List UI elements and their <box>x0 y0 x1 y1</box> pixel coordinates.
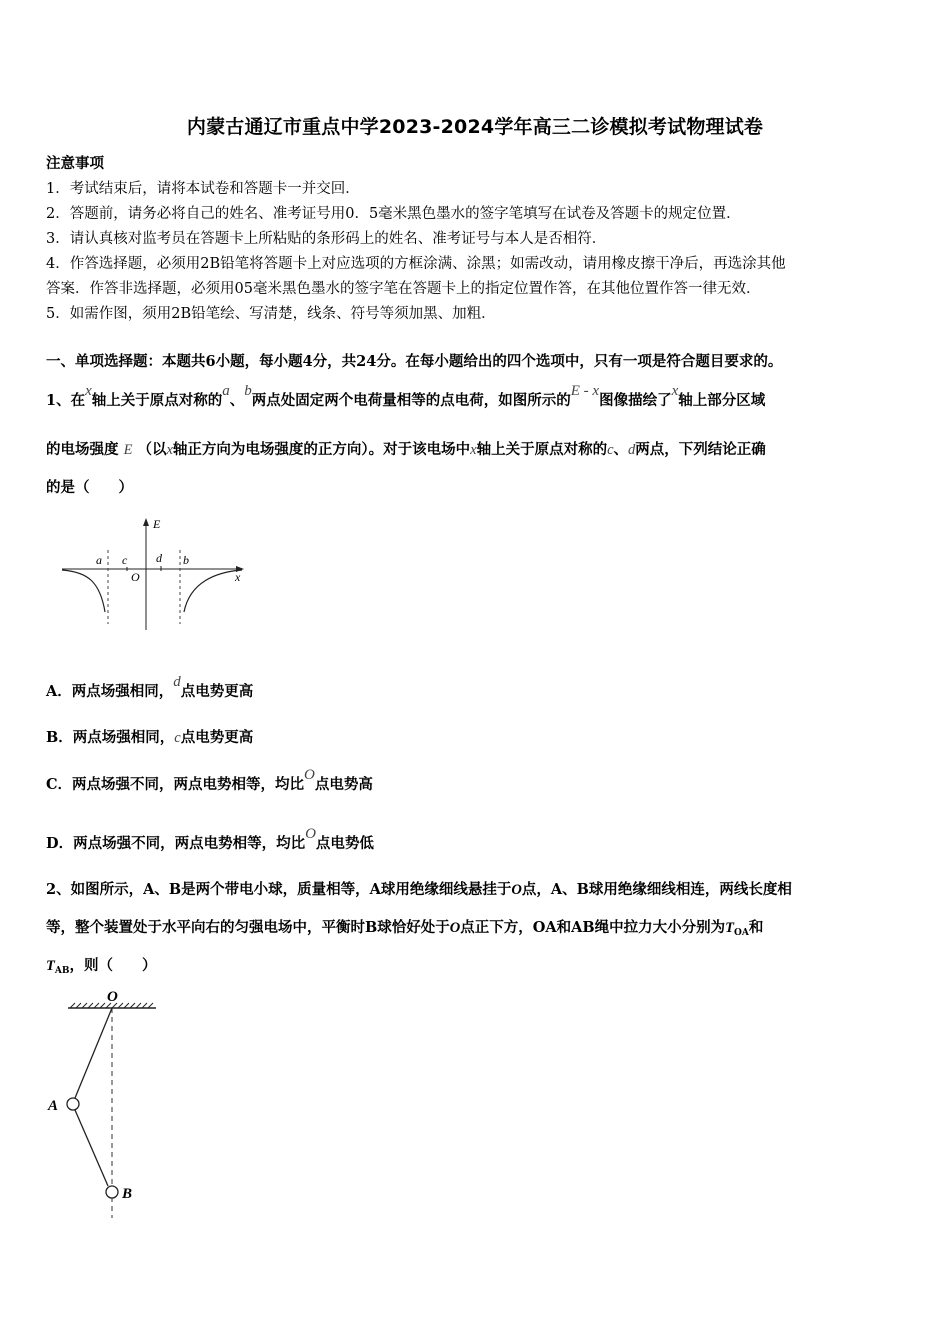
thread-oa <box>75 1008 112 1098</box>
option-b: B．两点场强相同，c点电势更高 <box>46 729 254 746</box>
notice-item: 3．请认真核对监考员在答题卡上所粘贴的条形码上的姓名、准考证号与本人是否相符． <box>46 231 607 247</box>
q2-stem-line1: 2、如图所示，A、B是两个带电小球，质量相等，A球用绝缘细线悬挂于O点，A、B球用绝缘细线相连，两线长度相 <box>46 881 792 898</box>
q1-stem-line3: 的是（ ） <box>46 479 133 496</box>
notice-item: 5．如需作图，须用2B铅笔绘、写清楚，线条、符号等须加黑、加粗． <box>46 306 496 322</box>
q1-stem-line2: 的电场强度 E （以x轴正方向为电场强度的正方向）。对于该电场中x轴上关于原点对称的c、d两点，下列结论正确 <box>46 441 766 458</box>
label-c: c <box>122 553 128 567</box>
label-a: a <box>96 553 102 567</box>
e-axis-arrow <box>143 518 149 526</box>
notice-item: 1．考试结束后，请将本试卷和答题卡一并交回． <box>46 181 360 197</box>
page-title: 内蒙古通辽市重点中学2023-2024学年高三二诊模拟考试物理试卷 <box>186 116 764 138</box>
label-b: b <box>183 553 189 567</box>
x-axis-label: x <box>235 570 241 584</box>
thread-ab <box>75 1110 108 1186</box>
q2-stem-line3: $T_{AB}$，则（ ） <box>46 957 157 976</box>
q1-stem-line1: 1、在x轴上关于原点对称的a、b两点处固定两个电荷量相等的点电荷，如图所示的E - x图像描绘了x轴上部分区域 <box>46 383 766 409</box>
origin-label: O <box>131 570 140 584</box>
notice-heading: 注意事项 <box>46 155 104 172</box>
q1-ex-graph <box>58 512 258 636</box>
section-heading: 一、单项选择题：本题共6小题，每小题4分，共24分。在每小题给出的四个选项中，只有一项是符合题目要求的。 <box>46 353 783 370</box>
curve-right <box>184 570 242 612</box>
label-b: B <box>122 1186 133 1202</box>
q2-pendulum-figure <box>40 984 170 1224</box>
notice-item: 答案．作答非选择题，必须用05毫米黑色墨水的签字笔在答题卡上的指定位置作答，在其他位置作答一律无效． <box>46 281 761 297</box>
ball-a <box>67 1098 79 1110</box>
notice-item: 2．答题前，请务必将自己的姓名、准考证号用0．5毫米黑色墨水的签字笔填写在试卷及答题卡的规定位置． <box>46 206 741 222</box>
ball-b <box>106 1186 118 1198</box>
option-c: C．两点场强不同，两点电势相等，均比O点电势高 <box>46 767 373 793</box>
e-axis-label: E <box>153 517 161 531</box>
curve-left <box>62 570 105 612</box>
label-a: A <box>48 1098 59 1114</box>
label-o: O <box>107 989 118 1005</box>
option-d: D．两点场强不同，两点电势相等，均比O点电势低 <box>46 826 374 852</box>
option-a: A．两点场强相同，d点电势更高 <box>46 674 254 700</box>
notice-item: 4．作答选择题，必须用2B铅笔将答题卡上对应选项的方框涂满、涂黑；如需改动，请用橡皮擦干净后，再选涂其他 <box>46 256 786 272</box>
q2-stem-line2: 等，整个装置处于水平向右的匀强电场中，平衡时B球恰好处于O点正下方，OA和AB绳中拉力大小分别为$T_{OA}$和 <box>46 919 764 938</box>
label-d: d <box>156 551 162 565</box>
